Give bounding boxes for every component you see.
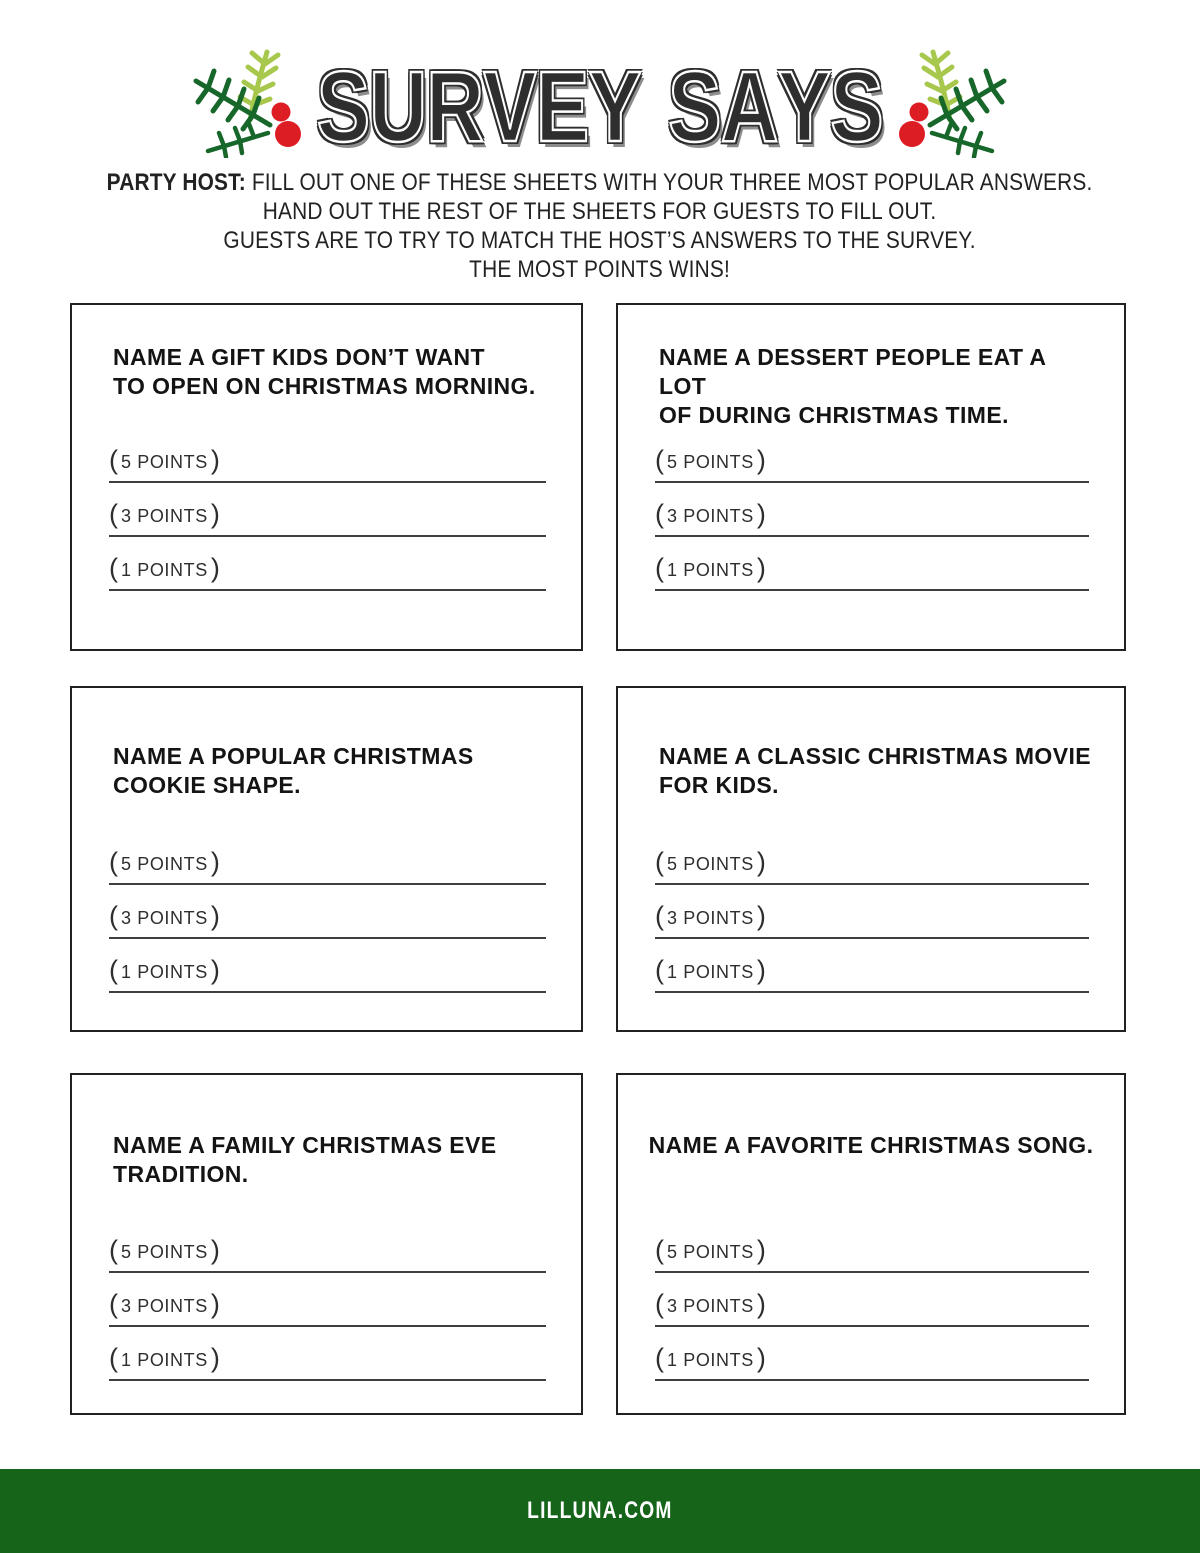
paren-close: ): [210, 847, 220, 877]
title-letter: A: [720, 51, 778, 163]
title-letter: R: [426, 51, 484, 163]
paren-open: (: [655, 1235, 664, 1265]
paren-open: (: [655, 499, 664, 529]
points-label: 3 POINTS: [667, 908, 754, 928]
instruction-text: FILL OUT ONE OF THESE SHEETS WITH YOUR THREE MOST POPULAR ANSWERS.: [252, 169, 1093, 196]
title-letter: U: [369, 51, 427, 163]
question-text: [72, 1131, 581, 1189]
instruction-line: GUESTS ARE TO TRY TO MATCH THE HOST’S ANSWERS TO THE SURVEY.: [223, 227, 977, 254]
page-title: [0, 51, 1200, 163]
question-text: [618, 742, 1124, 800]
question-text: [72, 742, 581, 800]
points-list: [72, 1236, 581, 1413]
title-letter: V: [483, 51, 537, 163]
paren-close: ): [756, 1289, 766, 1319]
paren-close: ): [756, 901, 766, 931]
question-line: FOR KIDS.: [659, 772, 779, 798]
question-line: NAME A FAMILY CHRISTMAS EVE: [113, 1132, 497, 1158]
title-word-says: [668, 51, 884, 163]
title-letter: E: [536, 51, 589, 163]
title-letter: Y: [588, 51, 642, 163]
answer-blank-row: [109, 1290, 546, 1327]
question-line: NAME A DESSERT PEOPLE EAT A LOT: [659, 344, 1046, 399]
footer-bar: [0, 1469, 1200, 1553]
paren-open: (: [655, 901, 664, 931]
paren-close: ): [210, 955, 220, 985]
paren-open: (: [109, 499, 118, 529]
points-label: 1 POINTS: [667, 1350, 754, 1370]
paren-close: ): [756, 445, 766, 475]
points-label: 3 POINTS: [667, 506, 754, 526]
survey-card: [70, 303, 583, 651]
paren-open: (: [109, 1235, 118, 1265]
paren-open: (: [655, 553, 664, 583]
points-label: 5 POINTS: [121, 452, 208, 472]
question-text: [618, 343, 1124, 430]
question-line: OF DURING CHRISTMAS TIME.: [659, 402, 1009, 428]
title-letter: S: [316, 51, 370, 163]
paren-open: (: [655, 847, 664, 877]
question-line: NAME A FAVORITE CHRISTMAS SONG.: [648, 1132, 1094, 1158]
paren-close: ): [210, 901, 220, 931]
paren-close: ): [756, 847, 766, 877]
title-letter: S: [830, 51, 884, 163]
answer-blank-row: [109, 1344, 546, 1381]
points-label: 3 POINTS: [121, 908, 208, 928]
points-label: 3 POINTS: [667, 1296, 754, 1316]
points-label: 1 POINTS: [667, 560, 754, 580]
paren-open: (: [109, 847, 118, 877]
answer-blank-row: [655, 1344, 1089, 1381]
answer-blank-row: [655, 446, 1089, 483]
title-word-survey: [316, 51, 642, 163]
paren-close: ): [756, 955, 766, 985]
points-label: 1 POINTS: [121, 962, 208, 982]
points-label: 5 POINTS: [667, 452, 754, 472]
paren-open: (: [109, 1343, 118, 1373]
question-line: NAME A POPULAR CHRISTMAS: [113, 743, 474, 769]
paren-open: (: [109, 955, 118, 985]
survey-card: [616, 303, 1126, 651]
answer-blank-row: [655, 848, 1089, 885]
paren-close: ): [210, 553, 220, 583]
paren-open: (: [109, 553, 118, 583]
points-list: [72, 848, 581, 1030]
points-list: [618, 1236, 1124, 1413]
answer-blank-row: [109, 848, 546, 885]
title-letter: S: [668, 51, 721, 163]
paren-close: ): [210, 445, 220, 475]
answer-blank-row: [655, 500, 1089, 537]
paren-close: ): [210, 1235, 220, 1265]
points-label: 5 POINTS: [667, 854, 754, 874]
survey-card: [616, 1073, 1126, 1415]
paren-open: (: [655, 1343, 664, 1373]
question-text: [72, 343, 581, 401]
points-list: [618, 848, 1124, 1030]
points-label: 5 POINTS: [121, 854, 208, 874]
instruction-line: THE MOST POINTS WINS!: [469, 256, 731, 283]
points-label: 5 POINTS: [667, 1242, 754, 1262]
paren-close: ): [756, 1343, 766, 1373]
survey-card: [70, 686, 583, 1032]
question-line: TRADITION.: [113, 1161, 249, 1187]
answer-blank-row: [655, 554, 1089, 591]
points-list: [72, 446, 581, 649]
instructions: [0, 168, 1200, 284]
question-line: TO OPEN ON CHRISTMAS MORNING.: [113, 373, 536, 399]
paren-open: (: [109, 1289, 118, 1319]
paren-open: (: [655, 955, 664, 985]
paren-open: (: [109, 445, 118, 475]
paren-close: ): [756, 553, 766, 583]
answer-blank-row: [655, 902, 1089, 939]
survey-cards-grid: [70, 303, 1126, 1415]
paren-close: ): [210, 499, 220, 529]
survey-card: [616, 686, 1126, 1032]
paren-close: ): [210, 1289, 220, 1319]
question-text: [618, 1131, 1124, 1160]
points-label: 1 POINTS: [121, 1350, 208, 1370]
points-label: 5 POINTS: [121, 1242, 208, 1262]
paren-open: (: [655, 1289, 664, 1319]
question-line: NAME A GIFT KIDS DON’T WANT: [113, 344, 485, 370]
paren-open: (: [109, 901, 118, 931]
instruction-line: HAND OUT THE REST OF THE SHEETS FOR GUESTS TO FILL OUT.: [263, 198, 937, 225]
paren-close: ): [756, 1235, 766, 1265]
title-letter: Y: [777, 51, 831, 163]
points-label: 1 POINTS: [121, 560, 208, 580]
answer-blank-row: [109, 446, 546, 483]
answer-blank-row: [109, 902, 546, 939]
instruction-line: [107, 168, 1093, 197]
survey-card: [70, 1073, 583, 1415]
answer-blank-row: [109, 554, 546, 591]
website-label: LILLUNA.COM: [527, 1497, 673, 1524]
paren-close: ): [210, 1343, 220, 1373]
question-line: NAME A CLASSIC CHRISTMAS MOVIE: [659, 743, 1091, 769]
points-list: [618, 446, 1124, 649]
points-label: 1 POINTS: [667, 962, 754, 982]
answer-blank-row: [655, 956, 1089, 993]
question-line: COOKIE SHAPE.: [113, 772, 301, 798]
points-label: 3 POINTS: [121, 506, 208, 526]
party-host-label: PARTY HOST:: [107, 169, 247, 196]
paren-open: (: [655, 445, 664, 475]
paren-close: ): [756, 499, 766, 529]
answer-blank-row: [655, 1236, 1089, 1273]
answer-blank-row: [109, 956, 546, 993]
points-label: 3 POINTS: [121, 1296, 208, 1316]
answer-blank-row: [109, 500, 546, 537]
answer-blank-row: [109, 1236, 546, 1273]
answer-blank-row: [655, 1290, 1089, 1327]
